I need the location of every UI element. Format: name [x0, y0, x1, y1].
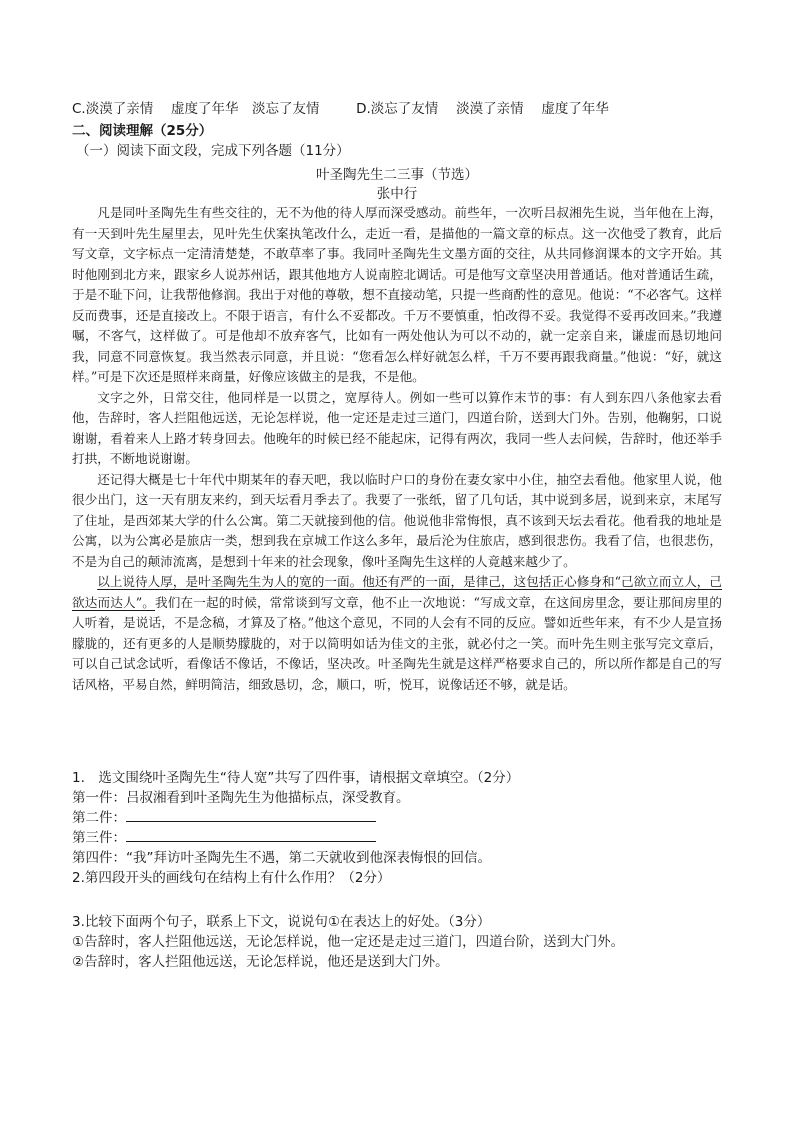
paragraph-4-rest: 我们在一起的时候，常常谈到写文章，他不止一次地说：“写成文章，在这间房里念，要让那间房里的人听着，是说话，不是念稿，才算及了格。”他这个意见，不同的人会有不同的反应。譬如近些年来，有不少人是宣扬朦胧的，还有更多的人是顺势朦胧的，对于以简明如话为佳文的主张，就必付之一笑。而叶先生则主张写完文章后，可以自己试念试听，看像话不像话，不像话，坚决改。叶圣陶先生就是这样严格要求自己的，所以所作都是自己的写话风格，平易自然，鲜明简洁，细致恳切，念，顺口，听，悦耳，说像话还不够，就是话。 [72, 594, 722, 692]
q1-second-answer-blank[interactable] [126, 807, 376, 822]
paragraph-2: 文字之外，日常交往，他同样是一以贯之，宽厚待人。例如一些可以算作末节的事：有人到东四八条他家去看他，告辞时，客人拦阻他远送，无论怎样说，他一定还是走过三道门，四道台阶，送到大门外。告别，他鞠躬，口说谢谢，看着来人上路才转身回去。他晚年的时候已经不能起床，记得有两次，我同一些人去问候，告辞时，他还举手打拱，不断地说谢谢。 [72, 389, 722, 466]
option-c: C.淡漠了亲情 虚度了年华 淡忘了友情 [72, 101, 320, 117]
paragraph-3: 还记得大概是七十年代中期某年的春天吧，我以临时户口的身份在妻女家中小住，抽空去看他。他家里人说，他很少出门，这一天有朋友来约，到天坛看月季去了。我要了一张纸，留了几句话，其中说到多居，说到来京，末尾写了住址，是西郊某大学的什么公寓。第二天就接到他的信。他说他非常悔恨，真不该到天坛去看花。他看我的地址是公寓，以为公寓必是旅店一类，想到我在京城工作这么多年，最后沦为住旅店，感到很悲伤。我看了信，也很悲伤，不是为自己的颠沛流离，是想到十年来的社会现象，像叶圣陶先生这样的人竟越来越少了。 [72, 471, 722, 569]
part-instruction: （一）阅读下面文段，完成下列各题（11分） [76, 143, 350, 159]
q1-second-row [72, 806, 376, 826]
question-2: 2.第四段开头的画线句在结构上有什么作用？（2分） [72, 870, 391, 886]
question-1: 1. 选文围绕叶圣陶先生“待人宽”共写了四件事，请根据文章填空。（2分） [72, 770, 520, 786]
article-title: 叶圣陶先生二三事（节选） [316, 167, 478, 183]
underlined-sentence: 以上说待人厚，是叶圣陶先生为人的宽的一面。他还有严的一面，是律己，这包括正心修身和“己欲立而立人，己欲达而达人”。 [72, 574, 722, 610]
question-3: 3.比较下面两个句子，联系上下文，说说句①在表达上的好处。（3分） [72, 914, 491, 930]
article-author: 张中行 [376, 186, 418, 202]
q1-third-answer-blank[interactable] [126, 827, 376, 842]
paragraph-1: 凡是同叶圣陶先生有些交往的，无不为他的待人厚而深受感动。前些年，一次听吕叔湘先生说，当年他在上海，有一天到叶先生屋里去，见叶先生伏案执笔改什么，走近一看，是描他的一篇文章的标点。这一次他受了教育，此后写文章，文字标点一定清清楚楚，不敢草率了事。我同叶圣陶先生文墨方面的交往，从共同修润课本的文字开始。其时他刚到北方来，跟家乡人说苏州话，跟其他地方人说南腔北调话。可是他写文章坚决用普通话。他对普通话生疏，于是不耻下问，让我帮他修润。我出于对他的尊敬，想不直接动笔，只提一些商酌性的意见。他说：“不必客气。这样反而费事，还是直接改上。不限于语言，有什么不妥都改。千万不要慎重，怕改得不妥。我觉得不妥再改回来。”我遵嘱，不客气，这样做了。可是他却不放弃客气，比如有一两处他认为可以不动的，就一定亲自来，谦虚而恳切地问我，同意不同意恢复。我当然表示同意，并且说：“您看怎么样好就怎么样，千万不要再跟我商量。”他说：“好，就这样。”可是下次还是照样来商量，好像应该做主的是我，不是他。 [72, 205, 722, 384]
paragraph-4 [72, 572, 722, 695]
q1-second-label: 第二件： [72, 810, 126, 826]
option-d: D.淡忘了友情 淡漠了亲情 虚度了年华 [356, 101, 609, 117]
section-heading: 二、阅读理解（25分） [72, 123, 213, 139]
q1-third-row [72, 826, 376, 846]
q1-first: 第一件：吕叔湘看到叶圣陶先生为他描标点，深受教育。 [72, 790, 410, 806]
options-line [72, 97, 609, 117]
q1-fourth: 第四件：“我”拜访叶圣陶先生不遇，第二天就收到他深表悔恨的回信。 [72, 850, 491, 866]
article-body [72, 203, 722, 695]
q3-sentence-2: ②告辞时，客人拦阻他远送，无论怎样说，他还是送到大门外。 [72, 954, 449, 970]
q3-sentence-1: ①告辞时，客人拦阻他远送，无论怎样说，他一定还是走过三道门，四道台阶，送到大门外。 [72, 934, 625, 950]
q1-third-label: 第三件： [72, 830, 126, 846]
